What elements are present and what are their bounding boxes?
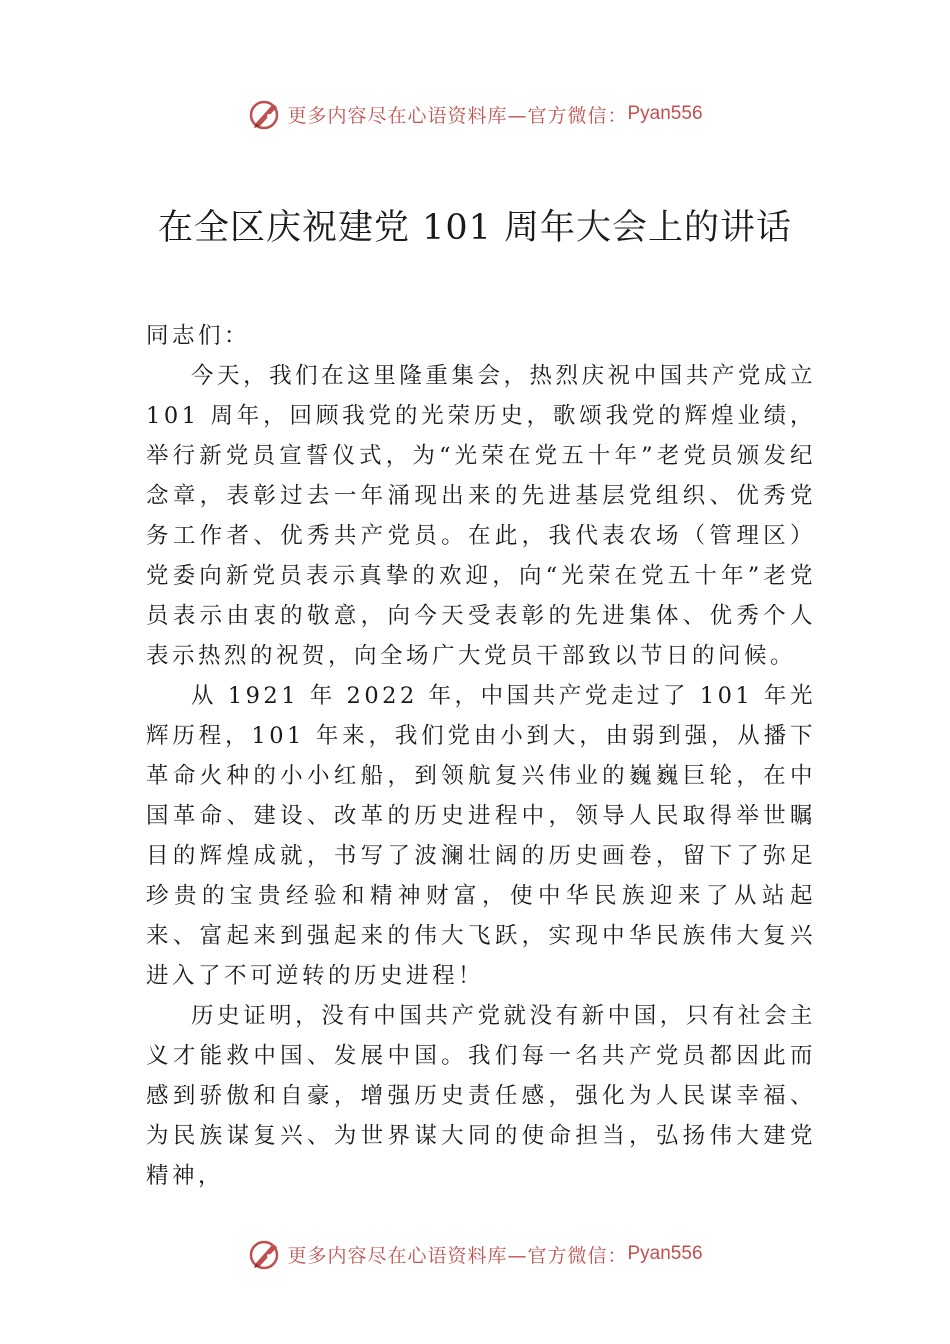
document-body: [146, 316, 816, 1196]
paragraph: 从 1921 年 2022 年，中国共产党走过了 101 年光辉历程，101 年来，我们党由小到大，由弱到强，从播下革命火种的小小红船，到领航复兴伟业的巍巍巨轮，在中国革命、建设、改革的历史进程中，领导人民取得举世瞩目的辉煌成就，书写了波澜壮阔的历史画卷，留下了弥足珍贵的宝贵经验和精神财富，使中华民族迎来了从站起来、富起来到强起来的伟大飞跃，实现中华民族伟大复兴进入了不可逆转的历史进程！: [146, 683, 816, 989]
watermark-text: 更多内容尽在心语资料库—官方微信：: [287, 1244, 628, 1267]
paragraph: 历史证明，没有中国共产党就没有新中国，只有社会主义才能救中国、发展中国。我们每一名共产党员都因此而感到骄傲和自豪，增强历史责任感，强化为人民谋幸福、为民族谋复兴、为世界谋大同的使命担当，弘扬伟大建党精神，: [146, 1003, 816, 1189]
watermark-wechat-id: Pyan556: [627, 103, 703, 124]
document-title: 在全区庆祝建党 101 周年大会上的讲话: [157, 208, 793, 248]
salutation: 同志们：: [146, 323, 251, 349]
watermark-wechat-id: Pyan556: [627, 1243, 703, 1264]
header-watermark: [0, 94, 950, 134]
footer-watermark: [0, 1234, 950, 1274]
watermark-text: 更多内容尽在心语资料库—官方微信：: [287, 104, 628, 127]
paragraph: 今天，我们在这里隆重集会，热烈庆祝中国共产党成立 101 周年，回顾我党的光荣历史，歌颂我党的辉煌业绩，举行新党员宣誓仪式，为“光荣在党五十年”老党员颁发纪念章，表彰过去一年涌现出来的先进基层党组织、优秀党务工作者、优秀共产党员。在此，我代表农场（管理区）党委向新党员表示真挚的欢迎，向“光荣在党五十年”老党员表示由衷的敬意，向今天受表彰的先进集体、优秀个人表示热烈的祝贺，向全场广大党员干部致以节日的问候。: [146, 363, 816, 669]
pen-logo-icon: [247, 96, 283, 132]
pen-logo-icon: [247, 1236, 283, 1272]
